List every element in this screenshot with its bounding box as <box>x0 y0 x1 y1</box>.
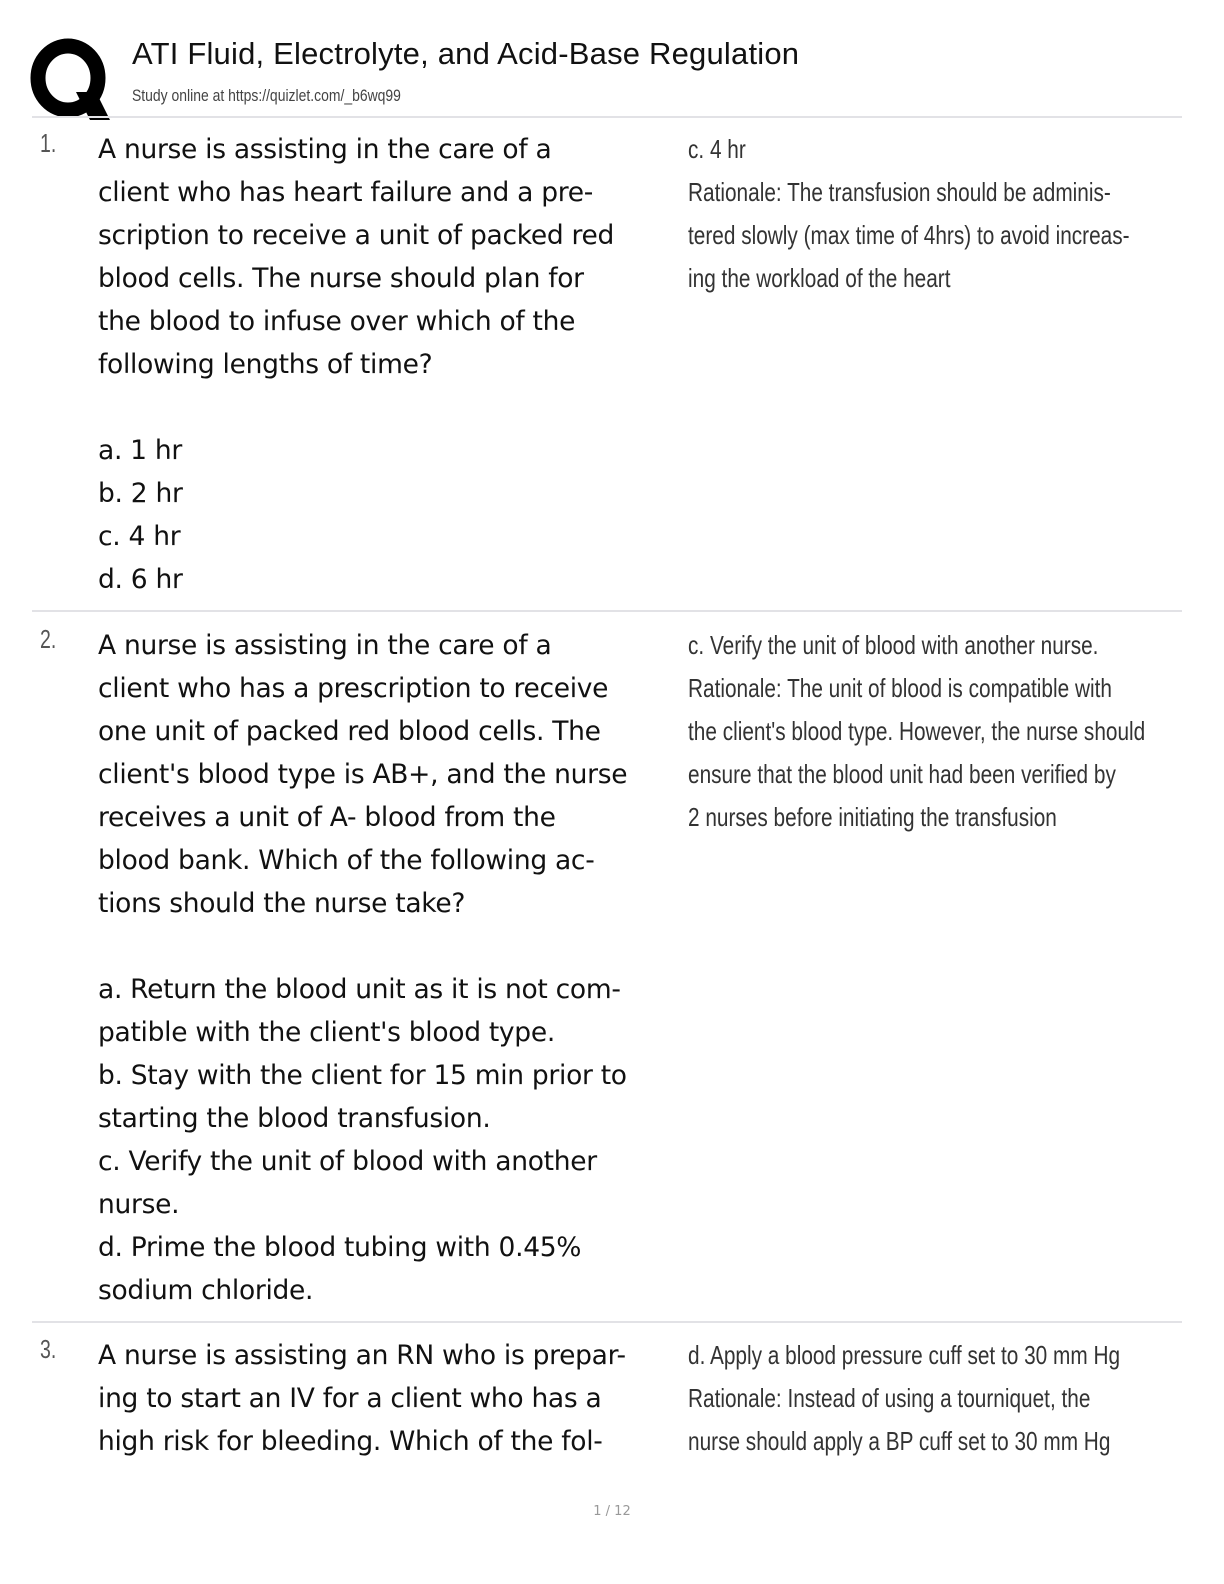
question-line: A nurse is assisting in the care of a <box>98 134 552 165</box>
document-header <box>30 30 1190 118</box>
answer-text <box>688 1334 1121 1463</box>
question-text <box>98 128 683 601</box>
option-c: c. 4 hr <box>98 521 181 552</box>
option-line: d. Prime the blood tubing with 0.45% <box>98 1232 582 1263</box>
rationale-line: 2 nurses before initiating the transfusion <box>688 802 1057 832</box>
option-line: b. Stay with the client for 15 min prior to <box>98 1060 627 1091</box>
answer-text <box>688 624 1146 839</box>
rationale-line: tered slowly (max time of 4hrs) to avoid increas- <box>688 220 1130 250</box>
question-line: following lengths of time? <box>98 349 433 380</box>
option-line: patible with the client's blood type. <box>98 1017 555 1048</box>
rationale-line: ing the workload of the heart <box>688 263 951 293</box>
divider <box>32 116 1182 118</box>
question-line: the blood to infuse over which of the <box>98 306 576 337</box>
answer-text <box>688 128 1130 300</box>
answer-options <box>98 429 683 601</box>
rationale-line: Rationale: Instead of using a tourniquet, the <box>688 1383 1091 1413</box>
rationale-line: Rationale: The transfusion should be adminis- <box>688 177 1111 207</box>
correct-answer: c. 4 hr <box>688 134 746 164</box>
question-line: blood cells. The nurse should plan for <box>98 263 584 294</box>
question-line: client who has a prescription to receive <box>98 673 609 704</box>
rationale-line: nurse should apply a BP cuff set to 30 mm Hg <box>688 1426 1111 1456</box>
divider <box>32 610 1182 612</box>
question-text <box>98 624 683 1312</box>
option-line: nurse. <box>98 1189 180 1220</box>
question-number: 3. <box>40 1334 57 1364</box>
question-line: scription to receive a unit of packed red <box>98 220 615 251</box>
divider <box>32 1321 1182 1323</box>
question-line: blood bank. Which of the following ac- <box>98 845 595 876</box>
correct-answer: d. Apply a blood pressure cuff set to 30 mm Hg <box>688 1340 1121 1370</box>
question-line: receives a unit of A- blood from the <box>98 802 556 833</box>
quizlet-logo-icon <box>30 38 112 120</box>
option-d: d. 6 hr <box>98 564 183 595</box>
question-line: tions should the nurse take? <box>98 888 466 919</box>
question-number: 1. <box>40 128 57 158</box>
question-number: 2. <box>40 624 57 654</box>
question-line: A nurse is assisting an RN who is prepar- <box>98 1340 626 1371</box>
correct-answer: c. Verify the unit of blood with another nurse. <box>688 630 1099 660</box>
option-line: starting the blood transfusion. <box>98 1103 491 1134</box>
question-line: A nurse is assisting in the care of a <box>98 630 552 661</box>
question-line: client's blood type is AB+, and the nurse <box>98 759 628 790</box>
option-b: b. 2 hr <box>98 478 183 509</box>
document-title: ATI Fluid, Electrolyte, and Acid-Base Regulation <box>132 36 800 71</box>
question-line: ing to start an IV for a client who has a <box>98 1383 602 1414</box>
page-indicator: 1 / 12 <box>593 1504 631 1519</box>
answer-options <box>98 968 683 1312</box>
question-line: high risk for bleeding. Which of the fol- <box>98 1426 603 1457</box>
option-a: a. 1 hr <box>98 435 182 466</box>
option-line: sodium chloride. <box>98 1275 314 1306</box>
question-line: one unit of packed red blood cells. The <box>98 716 601 747</box>
rationale-line: Rationale: The unit of blood is compatible with <box>688 673 1112 703</box>
option-line: a. Return the blood unit as it is not com- <box>98 974 621 1005</box>
rationale-line: ensure that the blood unit had been verified by <box>688 759 1116 789</box>
question-line: client who has heart failure and a pre- <box>98 177 593 208</box>
rationale-line: the client's blood type. However, the nurse should <box>688 716 1146 746</box>
study-online-link[interactable]: Study online at https://quizlet.com/_b6wq99 <box>132 86 401 105</box>
option-line: c. Verify the unit of blood with another <box>98 1146 597 1177</box>
question-text <box>98 1334 683 1463</box>
